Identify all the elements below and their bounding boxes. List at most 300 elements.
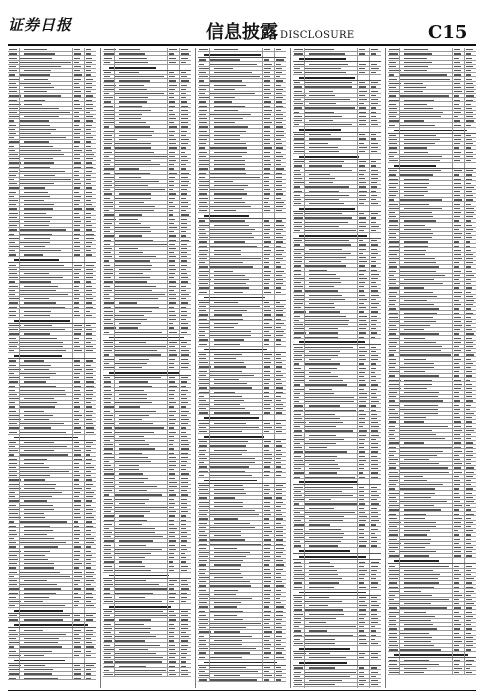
table-cell-text [210, 246, 257, 247]
table-cell-text [115, 265, 152, 266]
table-cell-text [24, 104, 42, 105]
table-cell-text [104, 549, 111, 550]
table-cell-text [86, 496, 93, 497]
table-cell-text [359, 103, 364, 104]
table-cell-text [264, 210, 270, 211]
table-cell-text [169, 252, 174, 253]
table-cell-text [264, 387, 269, 388]
table-cell-text [359, 393, 367, 394]
table-cell-text [86, 551, 91, 552]
table-cell-text [276, 147, 283, 148]
table-cell-text [264, 279, 270, 280]
table-cell-text [86, 120, 93, 121]
table-cell-text [371, 68, 379, 69]
table-cell-text [400, 174, 433, 175]
table-cell-text [276, 623, 281, 624]
table-cell-text [115, 307, 159, 308]
table-cell-text [359, 635, 366, 636]
table-cell-text [181, 168, 186, 169]
table-cell-text [199, 636, 204, 637]
table-cell-text [214, 131, 246, 132]
table-cell-text [104, 432, 112, 433]
page-number: C15 [428, 22, 468, 43]
table-cell-text [115, 593, 153, 594]
table-cell-text [181, 80, 189, 81]
table-cell-text [294, 601, 302, 602]
table-cell-text [264, 400, 272, 401]
table-cell-text [74, 311, 79, 312]
table-cell-text [104, 419, 112, 420]
table-cell-text [86, 588, 94, 589]
masthead [0, 0, 484, 46]
table-cell-text [20, 125, 50, 126]
table-cell-text [404, 152, 428, 153]
table-cell-text [9, 450, 18, 451]
table-cell-text [199, 80, 204, 81]
table-cell-text [276, 126, 283, 127]
table-cell-text [294, 447, 302, 448]
table-cell-text [181, 367, 188, 368]
table-cell-text [9, 454, 14, 455]
table-cell-text [115, 350, 157, 351]
table-cell-text [199, 602, 207, 603]
table-cell-text [389, 187, 396, 188]
table-cell-text [86, 49, 91, 50]
table-cell-text [294, 311, 306, 312]
table-cell-text [169, 206, 175, 207]
table-cell-text [210, 539, 245, 540]
table-cell-text [309, 582, 339, 583]
table-cell-text [86, 53, 91, 54]
table-cell-text [115, 181, 159, 182]
table-cell-text [86, 398, 92, 399]
table-cell-text [119, 139, 137, 140]
table-cell-text [305, 397, 354, 398]
table-cell-text [359, 138, 366, 139]
table-cell-text [181, 670, 188, 671]
table-cell-text [74, 120, 80, 121]
table-cell-text [24, 298, 49, 299]
table-cell-text [294, 222, 302, 223]
table-cell-text [214, 139, 240, 140]
table-cell-text [115, 244, 167, 245]
table-cell-text [199, 110, 207, 111]
table-cell-text [181, 536, 187, 537]
table-cell-text [74, 551, 80, 552]
table-cell-text [74, 265, 82, 266]
table-cell-text [214, 271, 233, 272]
table-cell-text [264, 160, 270, 161]
table-cell-text [169, 58, 176, 59]
table-cell-text [86, 509, 93, 510]
table-cell-text [24, 593, 56, 594]
table-cell-text [74, 167, 81, 168]
table-cell-text [294, 672, 301, 673]
table-cell-text [394, 130, 467, 132]
table-cell-text [199, 548, 206, 549]
table-cell-text [104, 193, 112, 194]
table-cell-text [169, 89, 175, 90]
table-cell-text [86, 246, 91, 247]
table-cell-text [294, 529, 303, 530]
table-cell-text [210, 387, 252, 388]
table-cell-text [264, 323, 269, 324]
table-cell-text [276, 152, 281, 153]
table-cell-text [466, 95, 474, 96]
table-cell-text [9, 496, 15, 497]
table-cell-text [294, 566, 302, 567]
table-cell-text [199, 206, 208, 207]
table-cell-text [359, 622, 365, 623]
table-cell-text [74, 217, 80, 218]
table-cell-text [276, 319, 281, 320]
table-cell-text [181, 319, 186, 320]
table-cell-text [264, 220, 269, 221]
table-cell-text [181, 354, 189, 355]
table-cell-text [210, 156, 242, 157]
table-cell-text [466, 195, 473, 196]
table-cell-text [294, 680, 302, 681]
table-cell-text [454, 139, 461, 140]
table-cell-text [359, 82, 365, 83]
table-cell-text [309, 91, 333, 92]
table-cell-text [454, 66, 461, 67]
table-cell-text [181, 511, 188, 512]
table-cell-text [276, 246, 281, 247]
table-cell-text [276, 427, 282, 428]
table-cell-text [169, 461, 176, 462]
table-cell-text [20, 467, 49, 468]
table-cell-text [276, 173, 282, 174]
table-cell-text [169, 628, 175, 629]
table-cell-text [119, 597, 145, 598]
table-cell-text [199, 627, 206, 628]
table-cell-text [309, 447, 327, 448]
table-cell-text [210, 177, 260, 178]
table-cell-text [169, 118, 176, 119]
table-cell-text [276, 310, 283, 311]
table-cell-text [86, 634, 93, 635]
table-cell-text [371, 53, 376, 54]
table-cell-text [359, 495, 364, 496]
table-cell-text [199, 241, 207, 242]
table-cell-text [181, 377, 188, 378]
table-cell-text [24, 369, 49, 370]
table-cell-text [104, 661, 113, 662]
table-cell-text [104, 507, 112, 508]
table-cell-text [294, 182, 304, 183]
table-cell-text [169, 398, 174, 399]
table-cell-text [466, 225, 472, 226]
table-cell-text [359, 574, 365, 575]
table-cell-text [115, 661, 162, 662]
table-cell-text [371, 460, 378, 461]
table-cell-text [24, 95, 61, 96]
table-cell-text [264, 131, 270, 132]
table-cell-text [169, 80, 176, 81]
table-cell-text [169, 674, 176, 675]
table-cell-text [115, 528, 155, 529]
table-cell-text [20, 572, 60, 573]
table-cell-text [466, 116, 473, 117]
table-cell-text [276, 408, 283, 409]
table-cell-text [454, 79, 461, 80]
table-cell-text [104, 210, 109, 211]
table-cell-text [309, 151, 339, 152]
table-cell-text [305, 414, 335, 415]
table-cell-text [264, 371, 270, 372]
table-cell-text [181, 106, 188, 107]
table-cell-text [294, 49, 303, 50]
table-cell-text [20, 277, 63, 278]
table-cell-text [400, 216, 433, 217]
table-cell-text [24, 192, 48, 193]
table-cell-text [74, 302, 79, 303]
table-cell-text [371, 435, 379, 436]
table-cell-text [9, 646, 14, 647]
table-cell-text [404, 191, 428, 192]
table-cell-text [371, 182, 377, 183]
table-cell-text [276, 164, 281, 165]
table-cell-text [264, 258, 269, 259]
table-cell-text [20, 492, 62, 493]
table-cell-text [181, 570, 187, 571]
table-cell-text [404, 183, 429, 184]
table-cell-text [86, 619, 93, 620]
table-cell-text [210, 510, 255, 511]
table-cell-text [181, 273, 187, 274]
table-cell-text [305, 107, 355, 108]
table-cell-text [276, 458, 281, 459]
table-cell-text [9, 83, 16, 84]
table-cell-text [181, 398, 187, 399]
table-cell-text [169, 469, 174, 470]
table-cell-text [199, 266, 208, 267]
table-cell-text [86, 167, 93, 168]
table-cell-text [294, 290, 302, 291]
table-cell-text [210, 598, 252, 599]
table-cell-text [169, 536, 175, 537]
table-cell-text [86, 479, 92, 480]
table-cell-text [294, 53, 303, 54]
table-cell-text [400, 170, 441, 171]
table-cell-text [181, 177, 188, 178]
table-cell-text [169, 256, 176, 257]
table-cell-text [74, 53, 81, 54]
table-cell-text [74, 187, 80, 188]
table-cell-text [115, 227, 150, 228]
table-cell-text [305, 541, 341, 542]
table-cell-text [214, 97, 235, 98]
table-cell-text [466, 156, 473, 157]
table-cell-text [24, 669, 53, 670]
table-cell-text [20, 342, 63, 343]
table-cell-text [74, 146, 79, 147]
table-cell-text [359, 178, 365, 179]
table-cell-text [214, 485, 243, 486]
table-cell-text [181, 540, 187, 541]
table-cell-text [294, 384, 300, 385]
table-cell-text [24, 534, 47, 535]
table-cell-text [276, 287, 281, 288]
table-cell-text [264, 156, 270, 157]
table-cell-text [276, 544, 283, 545]
table-cell-text [9, 423, 17, 424]
table-cell-text [359, 49, 365, 50]
table-cell-text [86, 394, 93, 395]
table-cell-text [466, 147, 471, 148]
table-cell-text [119, 214, 142, 215]
table-cell-text [214, 493, 246, 494]
table-cell-text [454, 208, 460, 209]
table-cell-text [276, 283, 283, 284]
table-cell-text [20, 365, 51, 366]
table-cell-text [9, 79, 19, 80]
table-cell-text [181, 390, 188, 391]
table-cell-text [119, 386, 152, 387]
table-cell-text [309, 303, 334, 304]
table-cell-text [276, 454, 282, 455]
table-cell-text [214, 302, 238, 303]
table-cell-text [276, 564, 284, 565]
table-cell-text [305, 684, 335, 685]
table-cell-text [294, 657, 302, 658]
table-cell-text [86, 298, 93, 299]
table-cell-text [309, 299, 345, 300]
table-cell-text [276, 375, 283, 376]
table-cell-text [119, 666, 146, 667]
table-cell-text [389, 179, 398, 180]
table-cell-text [181, 110, 188, 111]
table-cell-text [9, 204, 16, 205]
table-cell-text [20, 446, 67, 447]
table-cell-text [276, 362, 282, 363]
table-cell-text [199, 644, 206, 645]
table-cell-text [74, 398, 79, 399]
table-cell-text [24, 70, 51, 71]
table-cell-text [181, 160, 188, 161]
table-cell-text [199, 339, 208, 340]
table-cell-text [24, 49, 47, 50]
table-cell-text [309, 405, 340, 406]
table-cell-text [264, 657, 269, 658]
table-cell-text [305, 290, 338, 291]
table-cell-text [359, 265, 365, 266]
table-cell-text [181, 248, 187, 249]
table-cell-text [24, 484, 56, 485]
table-cell-text [466, 199, 473, 200]
table-cell-text [210, 59, 240, 60]
table-cell-text [24, 526, 50, 527]
header-rule [8, 44, 476, 46]
table-cell-text [74, 678, 81, 679]
table-cell-text [294, 195, 300, 196]
table-cell-text [104, 632, 111, 633]
table-cell-text [264, 458, 272, 459]
table-cell-text [181, 281, 188, 282]
table-cell-text [309, 597, 329, 598]
table-cell-text [294, 355, 302, 356]
table-cell-text [371, 426, 379, 427]
table-cell-text [359, 680, 366, 681]
table-cell-text [264, 527, 270, 528]
table-cell-text [305, 430, 353, 431]
table-cell-text [371, 303, 379, 304]
table-cell-text [204, 662, 277, 664]
table-cell-text [264, 275, 270, 276]
table-cell-text [214, 552, 250, 553]
table-cell-text [199, 431, 207, 432]
table-cell-text [169, 402, 176, 403]
table-cell-text [181, 545, 186, 546]
table-cell-text [74, 509, 80, 510]
table-cell-text [86, 192, 92, 193]
table-cell-text [276, 497, 282, 498]
table-cell-text [389, 152, 397, 153]
table-cell-text [181, 350, 189, 351]
table-cell-text [119, 486, 157, 487]
table-cell-text [359, 380, 365, 381]
table-cell-text [169, 76, 175, 77]
table-cell-text [181, 432, 186, 433]
table-cell-text [115, 511, 150, 512]
table-cell-text [371, 165, 376, 166]
table-cell-text [181, 632, 186, 633]
table-cell-text [359, 384, 366, 385]
table-cell-text [181, 615, 188, 616]
table-cell-text [181, 265, 187, 266]
table-cell-text [305, 512, 355, 513]
table-cell-text [169, 432, 176, 433]
table-cell-text [400, 79, 450, 80]
table-cell-text [9, 175, 16, 176]
table-cell-text [9, 162, 21, 163]
table-cell-text [305, 487, 353, 488]
table-cell-text [9, 572, 17, 573]
table-cell-text [276, 615, 283, 616]
table-cell-text [294, 533, 303, 534]
table-cell-text [104, 411, 110, 412]
table-cell-text [199, 275, 208, 276]
table-cell-text [20, 307, 65, 308]
table-cell-text [276, 110, 281, 111]
table-cell-text [14, 320, 70, 322]
table-cell-text [9, 530, 16, 531]
table-cell-text [204, 417, 259, 419]
table-cell-text [276, 292, 281, 293]
table-cell-text [86, 411, 93, 412]
table-cell-text [210, 173, 246, 174]
table-cell-text [24, 638, 59, 639]
table-cell-text [86, 234, 94, 235]
table-cell-text [74, 630, 81, 631]
table-cell-text [199, 387, 207, 388]
table-cell-text [9, 555, 17, 556]
table-cell-text [359, 299, 367, 300]
table-cell-text [86, 432, 94, 433]
table-cell-text [294, 230, 300, 231]
table-cell-text [210, 627, 246, 628]
table-cell-text [104, 494, 109, 495]
table-cell-text [24, 302, 56, 303]
table-cell-text [104, 469, 113, 470]
table-cell-text [214, 556, 246, 557]
table-cell-text [74, 386, 81, 387]
table-cell-text [294, 274, 301, 275]
table-cell-text [169, 632, 174, 633]
table-cell-text [454, 174, 459, 175]
table-cell-text [299, 648, 350, 650]
